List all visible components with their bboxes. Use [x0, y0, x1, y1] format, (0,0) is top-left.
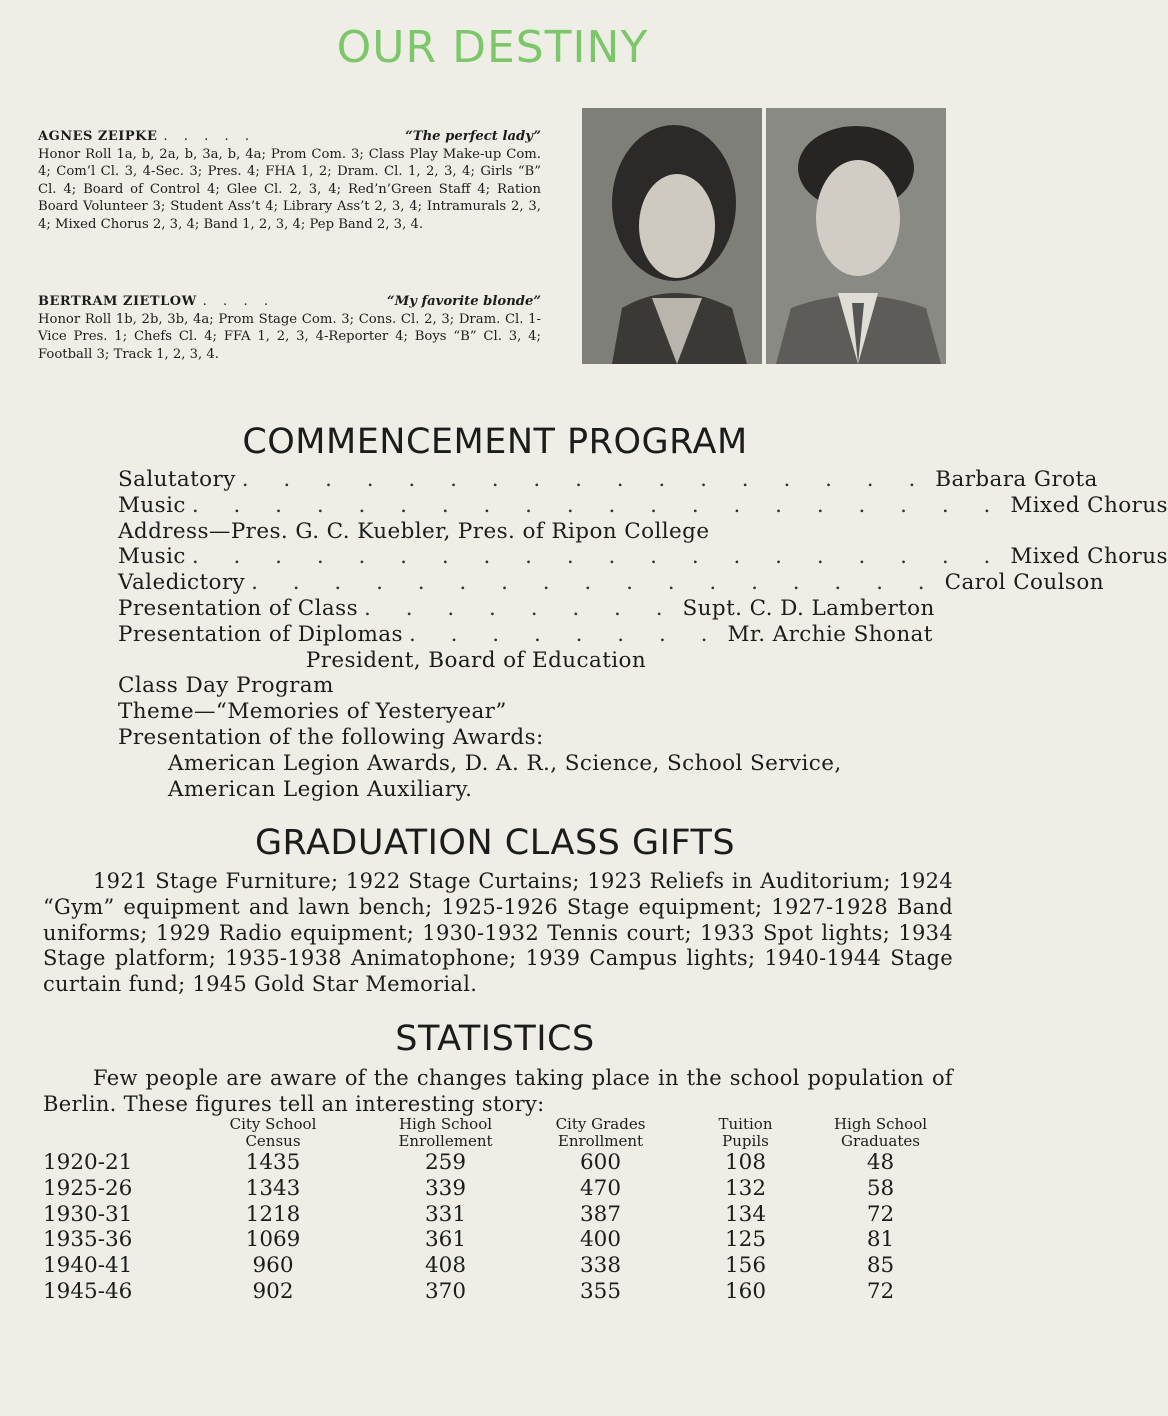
year-cell: 1925-26	[43, 1175, 133, 1201]
dot-leader: . . . . . . . . . . . . . . . . . . . .	[191, 492, 1005, 518]
census-cell: 1343	[245, 1175, 301, 1201]
hs-enrollment-cell: 259	[424, 1150, 467, 1175]
grades-enrollment-cell: 387	[579, 1201, 622, 1227]
program-item	[118, 492, 1168, 519]
census-cell: 902	[252, 1278, 294, 1304]
senior-activities: Honor Roll 1a, b, 2a, b, 3a, b, 4a; Prom Com. 3; Class Play Make-up Com. 4; Com’l Cl. 3, 4-Sec. 3; Pres. 4; FHA 1, 2; Dram. Cl. 1, 2, 3, 4; Girls “B” Cl. 4; Board of Control 4; Glee Cl. 2, 3, 4; Red’n’Green Staff 4; Ration Board Volunteer 3; Student Ass’t 4; Library Ass’t 2, 3, 4; Intramurals 2, 3, 4; Mixed Chorus 2, 3, 4; Band 1, 2, 3, 4; Pep Band 2, 3, 4.	[38, 146, 541, 232]
dot-leader: . . . . . . . . . . . . . . . . .	[251, 570, 939, 596]
graduates-cell: 72	[866, 1201, 895, 1227]
table-row	[43, 1150, 953, 1176]
hs-enrollment-cell: 331	[424, 1201, 467, 1227]
program-awards-line: American Legion Awards, D. A. R., Science, School Service,	[168, 750, 842, 776]
program-item-performer: Mr. Archie Shonat	[727, 621, 933, 647]
table-row	[43, 1202, 953, 1228]
table-header-row	[43, 1116, 953, 1150]
table-row	[43, 1279, 953, 1305]
grades-enrollment-cell: 600	[579, 1150, 622, 1175]
senior-entry	[38, 128, 541, 234]
statistics-table	[43, 1116, 953, 1305]
senior-name: BERTRAM ZIETLOW	[38, 294, 197, 309]
program-address: Address—Pres. G. C. Kuebler, Pres. of Ripon College	[118, 518, 710, 544]
senior-entry	[38, 293, 541, 363]
hs-enrollment-cell: 339	[424, 1175, 467, 1201]
graduates-cell: 81	[866, 1227, 895, 1253]
graduates-cell: 58	[866, 1175, 895, 1201]
year-cell: 1940-41	[43, 1253, 133, 1279]
senior-heading	[38, 128, 541, 146]
program-item-performer: Mixed Chorus	[1010, 492, 1168, 518]
column-header-year	[43, 1116, 173, 1150]
grades-enrollment-cell: 400	[579, 1227, 622, 1253]
program-item	[118, 544, 1168, 570]
hs-enrollment-cell: 370	[424, 1278, 467, 1304]
program-awards-intro: Presentation of the following Awards:	[118, 724, 544, 750]
senior-quote: “My favorite blonde”	[387, 294, 541, 309]
statistics-intro: Few people are aware of the changes taking place in the school population of Berlin. These figures tell an interesting story:	[43, 1066, 953, 1116]
program-class-day: Class Day Program	[118, 673, 334, 699]
dot-leader: . . . . . . . . . . . . . . . . . . . .	[191, 544, 1005, 570]
commencement-heading: COMMENCEMENT PROGRAM	[242, 422, 748, 462]
program-item-performer: Carol Coulson	[944, 570, 1104, 596]
year-cell: 1945-46	[43, 1278, 133, 1304]
tuition-cell: 125	[724, 1227, 767, 1253]
program-item	[118, 467, 1098, 493]
column-header: High School Graduates	[833, 1115, 928, 1150]
year-cell: 1920-21	[43, 1150, 133, 1175]
program-item-label: Valedictory	[118, 570, 246, 596]
tuition-cell: 160	[724, 1278, 767, 1304]
year-cell: 1935-36	[43, 1227, 133, 1253]
table-row	[43, 1253, 953, 1279]
gifts-heading: GRADUATION CLASS GIFTS	[254, 823, 736, 863]
census-cell: 1435	[245, 1150, 301, 1175]
program-item-label: Music	[118, 544, 186, 570]
graduates-cell: 72	[866, 1278, 895, 1304]
senior-photos	[582, 108, 946, 364]
program-diplomas-title: President, Board of Education	[305, 647, 647, 673]
dot-leader: . . . . . . . .	[408, 621, 722, 647]
senior-quote: “The perfect lady”	[405, 129, 541, 144]
tuition-cell: 156	[724, 1253, 767, 1279]
program-item	[118, 570, 1104, 596]
dot-leader: . . . . . . . .	[364, 595, 677, 621]
tuition-cell: 134	[724, 1201, 767, 1227]
year-cell: 1930-31	[43, 1201, 133, 1227]
program-item-performer: Barbara Grota	[935, 467, 1098, 492]
grades-enrollment-cell: 355	[579, 1278, 622, 1304]
dot-leader: . . . . . . . . . . . . . . . . .	[241, 467, 930, 492]
graduates-cell: 85	[866, 1253, 895, 1279]
program-item-performer: Supt. C. D. Lamberton	[682, 595, 935, 621]
program-item-performer: Mixed Chorus	[1010, 544, 1168, 570]
portrait-photo-boy	[766, 108, 946, 364]
column-header: City School Census	[229, 1115, 317, 1150]
census-cell: 960	[252, 1253, 294, 1279]
column-header: High School Enrollement	[398, 1115, 493, 1150]
senior-name: AGNES ZEIPKE	[38, 129, 158, 144]
grades-enrollment-cell: 470	[579, 1175, 622, 1201]
senior-heading	[38, 293, 541, 311]
program-awards-line: American Legion Auxiliary.	[168, 776, 473, 802]
hs-enrollment-cell: 361	[424, 1227, 467, 1253]
page-title: OUR DESTINY	[336, 22, 649, 73]
tuition-cell: 132	[724, 1175, 767, 1201]
gifts-paragraph: 1921 Stage Furniture; 1922 Stage Curtains; 1923 Reliefs in Auditorium; 1924 “Gym” equipment and lawn bench; 1925-1926 Stage equipment; 1927-1928 Band uniforms; 1929 Radio equipment; 1930-1932 Tennis court; 1933 Spot lights; 1934 Stage platform; 1935-1938 Animatophone; 1939 Campus lights; 1940-1944 Stage curtain fund; 1945 Gold Star Memorial.	[43, 869, 953, 997]
commencement-program	[118, 467, 1168, 802]
program-item-label: Salutatory	[118, 467, 236, 492]
program-item-label: Music	[118, 492, 186, 518]
census-cell: 1069	[245, 1227, 301, 1253]
program-item-label: Presentation of Class	[118, 595, 359, 621]
program-item	[118, 621, 933, 648]
tuition-cell: 108	[724, 1150, 767, 1175]
statistics-heading: STATISTICS	[395, 1019, 595, 1059]
senior-activities: Honor Roll 1b, 2b, 3b, 4a; Prom Stage Com. 3; Cons. Cl. 2, 3; Dram. Cl. 1-Vice Pres. 1; Chefs Cl. 4; FFA 1, 2, 3, 4-Reporter 4; Boys “B” Cl. 3, 4; Football 3; Track 1, 2, 3, 4.	[38, 311, 541, 362]
hs-enrollment-cell: 408	[424, 1253, 467, 1279]
census-cell: 1218	[245, 1201, 301, 1227]
table-row	[43, 1227, 953, 1253]
dot-leader: . . . .	[202, 294, 275, 309]
graduates-cell: 48	[866, 1150, 895, 1175]
portrait-photo-girl	[582, 108, 762, 364]
program-theme: Theme—“Memories of Yesteryear”	[118, 699, 507, 725]
table-row	[43, 1176, 953, 1202]
program-item	[118, 595, 935, 622]
grades-enrollment-cell: 338	[579, 1253, 622, 1279]
column-header: Tuition Pupils	[718, 1115, 773, 1150]
dot-leader: . . . . .	[163, 129, 256, 144]
column-header: City Grades Enrollment	[555, 1115, 646, 1150]
program-item-label: Presentation of Diplomas	[118, 621, 403, 647]
